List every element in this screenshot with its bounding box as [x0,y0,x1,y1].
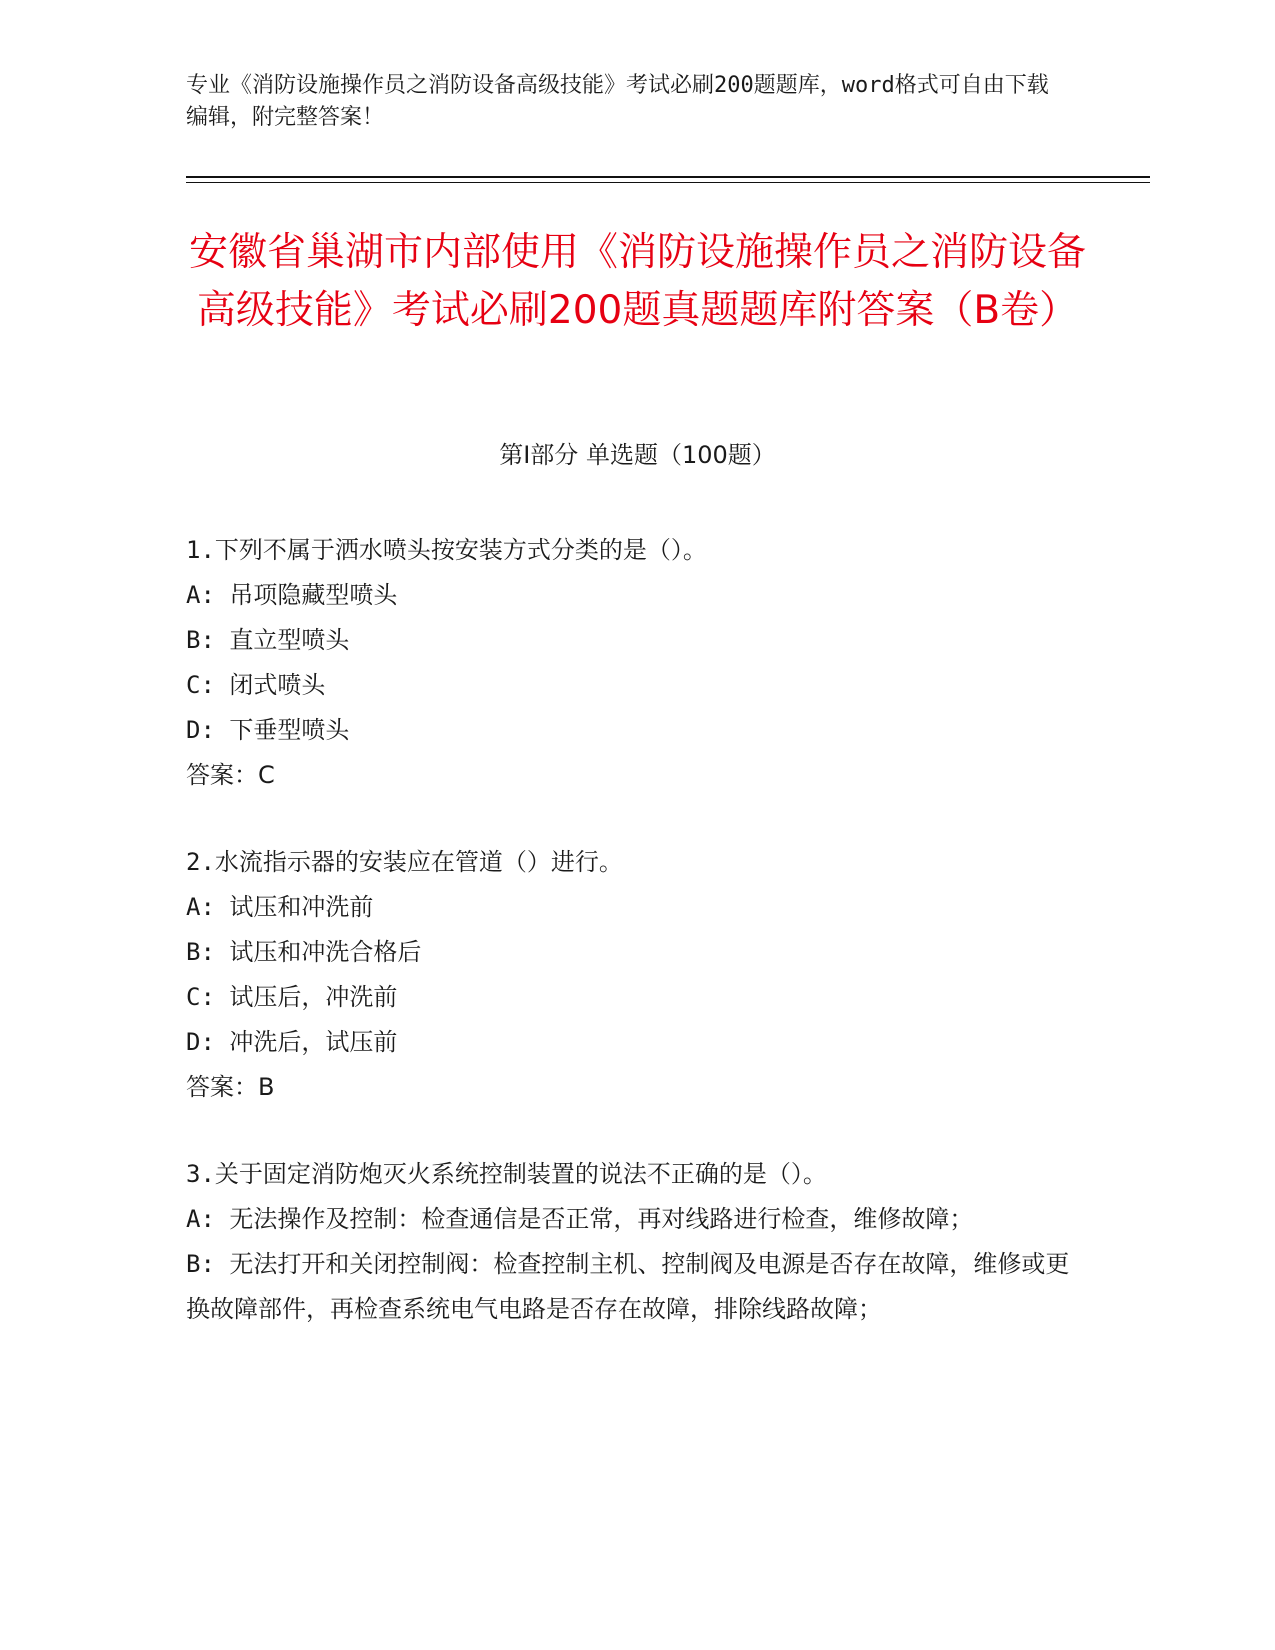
question-list [186,528,1076,1374]
option-a: A: 无法操作及控制：检查通信是否正常，再对线路进行检查，维修故障； [186,1205,974,1233]
option-c: C: 闭式喷头 [186,671,326,699]
option-a: A: 吊项隐藏型喷头 [186,581,398,609]
option-d: D: 冲洗后，试压前 [186,1028,398,1056]
question-3 [186,1152,1076,1332]
option-c: C: 试压后，冲洗前 [186,983,398,1011]
answer-line: 答案：B [186,1073,275,1101]
question-stem: 3.关于固定消防炮灭火系统控制装置的说法不正确的是（）。 [186,1160,827,1188]
option-b: B: 无法打开和关闭控制阀：检查控制主机、控制阀及电源是否存在故障，维修或更换故障部件，再检查系统电气电路是否存在故障，排除线路故障； [186,1250,1070,1323]
question-1 [186,528,1076,798]
option-b: B: 直立型喷头 [186,626,350,654]
option-b: B: 试压和冲洗合格后 [186,938,422,966]
document-title: 安徽省巢湖市内部使用《消防设施操作员之消防设备高级技能》考试必刷200题真题题库附答案（B卷） [188,230,1086,333]
question-stem: 2.水流指示器的安装应在管道（）进行。 [186,848,623,876]
header-note: 专业《消防设施操作员之消防设备高级技能》考试必刷200题题库，word格式可自由下载编辑，附完整答案！ [186,73,1049,130]
option-d: D: 下垂型喷头 [186,716,350,744]
option-a: A: 试压和冲洗前 [186,893,374,921]
question-stem: 1.下列不属于洒水喷头按安装方式分类的是（）。 [186,536,707,564]
header-divider-thin [186,182,1150,183]
question-2 [186,840,1076,1110]
section-title: 第Ⅰ部分 单选题（100题） [499,441,776,469]
header-divider-thick [186,176,1150,178]
answer-line: 答案：C [186,761,275,789]
